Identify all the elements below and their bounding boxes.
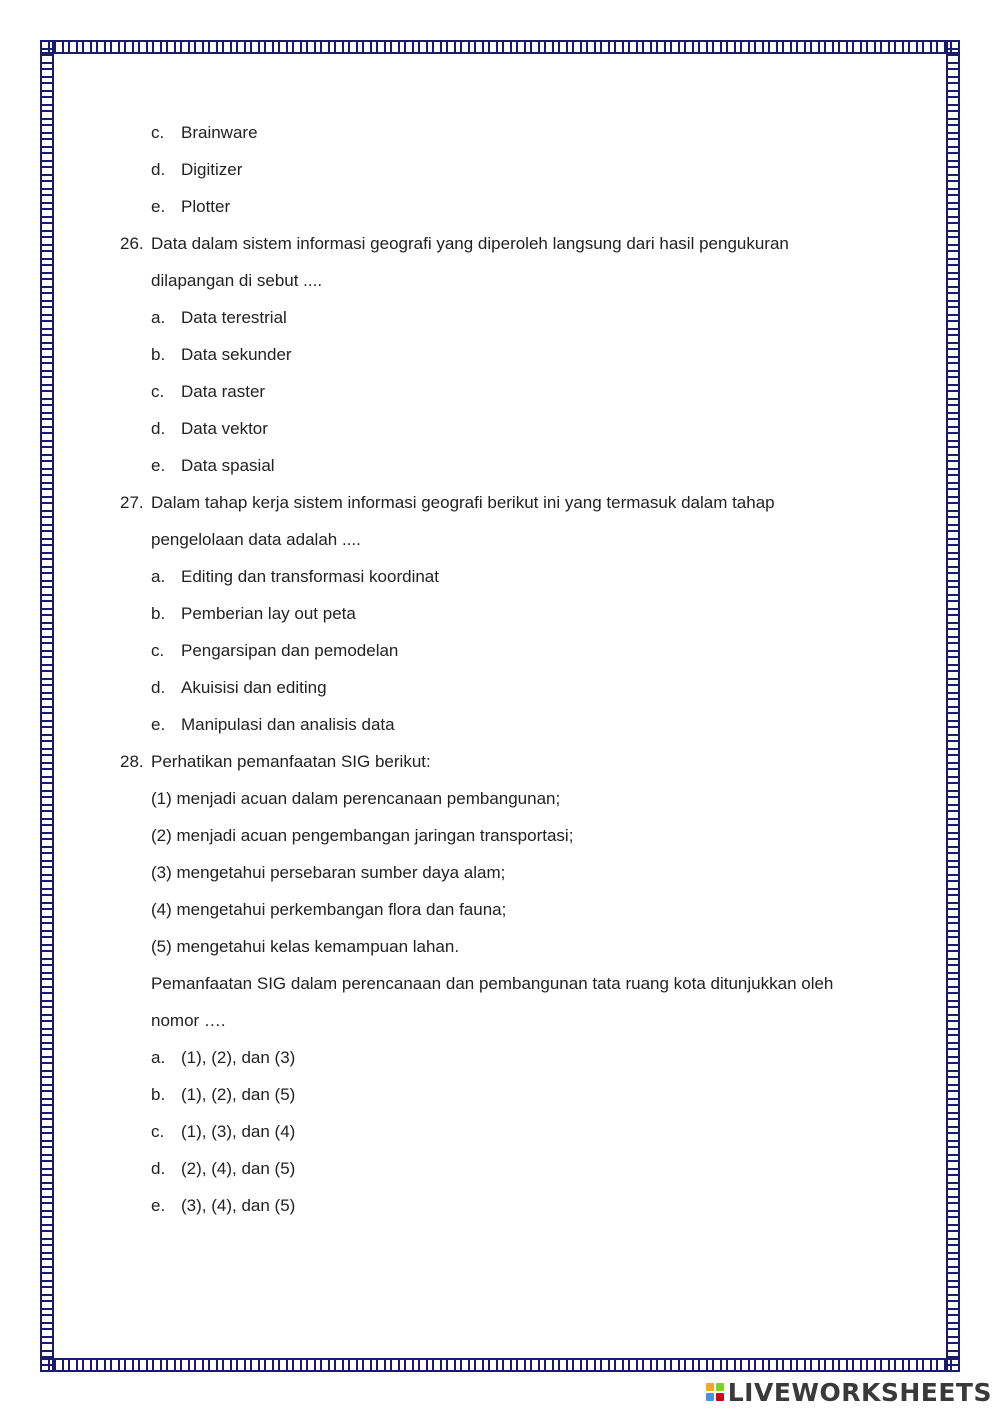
option-row[interactable] — [120, 1076, 900, 1113]
question-text: Data dalam sistem informasi geografi yang diperoleh langsung dari hasil pengukuran — [151, 234, 789, 253]
option-label: e. — [151, 456, 166, 475]
option-label: e. — [151, 1196, 166, 1215]
option-row[interactable] — [120, 558, 900, 595]
option-label: e. — [151, 715, 166, 734]
option-text: Data spasial — [181, 456, 275, 475]
option-row[interactable] — [120, 1150, 900, 1187]
option-row[interactable] — [120, 669, 900, 706]
option-row[interactable] — [120, 1113, 900, 1150]
option-text: Akuisisi dan editing — [181, 678, 327, 697]
option-text: Pemberian lay out peta — [181, 604, 356, 623]
statement-1: (1) menjadi acuan dalam perencanaan pembangunan; — [151, 789, 561, 808]
option-label: b. — [151, 345, 166, 364]
option-row[interactable] — [120, 706, 900, 743]
statement-4: (4) mengetahui perkembangan flora dan fauna; — [151, 900, 507, 919]
option-text: Data terestrial — [181, 308, 287, 327]
border-top — [40, 40, 960, 54]
option-row[interactable] — [120, 299, 900, 336]
option-row[interactable] — [120, 1187, 900, 1224]
option-row[interactable] — [120, 151, 900, 188]
option-text: Pengarsipan dan pemodelan — [181, 641, 399, 660]
option-text: (3), (4), dan (5) — [181, 1196, 296, 1215]
statement-5: (5) mengetahui kelas kemampuan lahan. — [151, 937, 460, 956]
option-label: a. — [151, 1048, 166, 1067]
question-number: 28. — [120, 752, 144, 771]
option-row[interactable] — [120, 595, 900, 632]
option-text: Digitizer — [181, 160, 243, 179]
question-text-continued: dilapangan di sebut .... — [151, 271, 323, 290]
question-prompt-continued: nomor …. — [151, 1011, 226, 1030]
option-text: (1), (3), dan (4) — [181, 1122, 296, 1141]
option-text: (2), (4), dan (5) — [181, 1159, 296, 1178]
option-label: c. — [151, 382, 165, 401]
border-bottom — [40, 1358, 960, 1372]
question-26 — [120, 225, 900, 262]
liveworksheets-logo-icon — [706, 1383, 724, 1401]
option-text: (1), (2), dan (5) — [181, 1085, 296, 1104]
border-left — [40, 40, 54, 1372]
option-text: Brainware — [181, 123, 258, 142]
option-label: d. — [151, 160, 166, 179]
question-text-continued: pengelolaan data adalah .... — [151, 530, 361, 549]
option-row[interactable] — [120, 373, 900, 410]
option-row[interactable] — [120, 410, 900, 447]
statement-2: (2) menjadi acuan pengembangan jaringan transportasi; — [151, 826, 574, 845]
question-text: Dalam tahap kerja sistem informasi geografi berikut ini yang termasuk dalam tahap — [151, 493, 775, 512]
logo-text: LIVEWORKSHEETS — [727, 1377, 992, 1407]
question-number: 26. — [120, 234, 144, 253]
option-label: a. — [151, 567, 166, 586]
option-row[interactable] — [120, 632, 900, 669]
option-text: Editing dan transformasi koordinat — [181, 567, 439, 586]
option-text: Data sekunder — [181, 345, 292, 364]
question-27 — [120, 484, 900, 521]
question-text: Perhatikan pemanfaatan SIG berikut: — [151, 752, 431, 771]
worksheet-content — [120, 114, 900, 1224]
option-row[interactable] — [120, 114, 900, 151]
liveworksheets-logo[interactable] — [706, 1377, 992, 1407]
statement-3: (3) mengetahui persebaran sumber daya alam; — [151, 863, 506, 882]
option-text: Manipulasi dan analisis data — [181, 715, 395, 734]
option-label: b. — [151, 604, 166, 623]
option-text: Data raster — [181, 382, 266, 401]
option-label: c. — [151, 641, 165, 660]
option-label: c. — [151, 1122, 165, 1141]
option-text: Plotter — [181, 197, 231, 216]
option-label: d. — [151, 678, 166, 697]
border-right — [946, 40, 960, 1372]
option-row[interactable] — [120, 447, 900, 484]
option-text: Data vektor — [181, 419, 268, 438]
question-number: 27. — [120, 493, 144, 512]
option-row[interactable] — [120, 336, 900, 373]
option-label: e. — [151, 197, 166, 216]
option-label: d. — [151, 419, 166, 438]
option-row[interactable] — [120, 1039, 900, 1076]
option-text: (1), (2), dan (3) — [181, 1048, 296, 1067]
option-label: c. — [151, 123, 165, 142]
question-prompt: Pemanfaatan SIG dalam perencanaan dan pembangunan tata ruang kota ditunjukkan oleh — [151, 974, 834, 993]
option-row[interactable] — [120, 188, 900, 225]
question-28 — [120, 743, 900, 780]
option-label: b. — [151, 1085, 166, 1104]
option-label: a. — [151, 308, 166, 327]
option-label: d. — [151, 1159, 166, 1178]
